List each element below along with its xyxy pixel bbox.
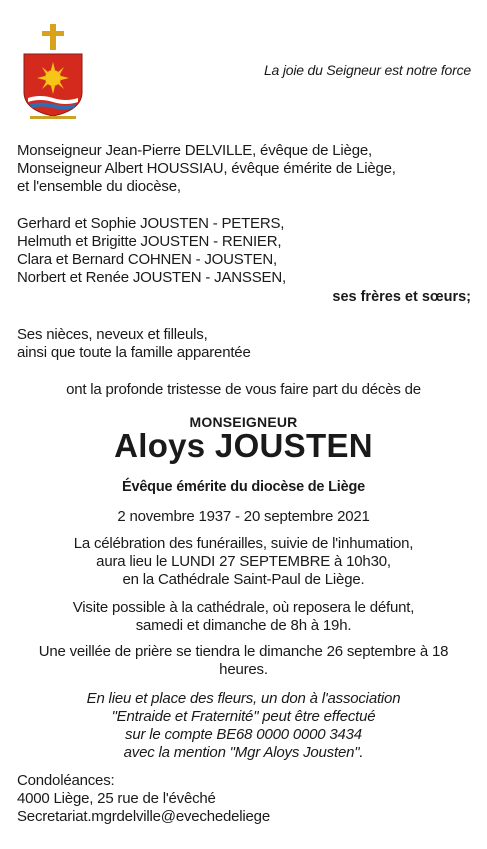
family-announcers [17, 215, 286, 287]
announcer-line: Monseigneur Jean-Pierre DELVILLE, évêque de Liège, [17, 142, 372, 159]
deceased-title: MONSEIGNEUR [189, 414, 298, 430]
funeral-details [0, 535, 487, 589]
deceased-name: Aloys JOUSTEN [114, 427, 373, 464]
condolences-email: Secretariat.mgrdelville@evechedeliege [17, 808, 270, 825]
family-line: Helmuth et Brigitte JOUSTEN - RENIER, [17, 233, 282, 250]
deceased-role: Évêque émérite du diocèse de Liège [121, 479, 365, 495]
relatives-line: ainsi que toute la famille apparentée [17, 344, 251, 361]
condolences-heading: Condoléances: [17, 772, 115, 789]
family-line: Gerhard et Sophie JOUSTEN - PETERS, [17, 215, 285, 232]
funeral-line: aura lieu le LUNDI 27 SEPTEMBRE à 10h30, [96, 553, 391, 570]
vigil-line: Une veillée de prière se tiendra le dimanche 26 septembre à 18 [38, 643, 449, 660]
deceased-dates: 2 novembre 1937 - 20 septembre 2021 [117, 508, 370, 525]
funeral-line: en la Cathédrale Saint-Paul de Liège. [122, 571, 365, 588]
relatives [17, 326, 251, 362]
clergy-announcers [17, 142, 396, 196]
donation-details [0, 690, 487, 762]
diocese-coat-of-arms-icon [18, 22, 88, 120]
family-relation: ses frères et sœurs; [332, 289, 471, 305]
family-line: Clara et Bernard COHNEN - JOUSTEN, [17, 251, 277, 268]
condolences-address: 4000 Liège, 25 rue de l'évêché [17, 790, 216, 807]
donation-line: En lieu et place des fleurs, un don à l'association [86, 690, 401, 707]
diocese-motto: La joie du Seigneur est notre force [263, 62, 471, 78]
condolences [17, 772, 270, 826]
visit-line: samedi et dimanche de 8h à 19h. [135, 617, 352, 634]
vigil-line: heures. [219, 661, 268, 678]
funeral-line: La célébration des funérailles, suivie de l'inhumation, [73, 535, 414, 552]
announcer-line: Monseigneur Albert HOUSSIAU, évêque émérite de Liège, [17, 160, 396, 177]
relatives-line: Ses nièces, neveux et filleuls, [17, 326, 208, 343]
vigil-details [0, 643, 487, 679]
announcement-text: ont la profonde tristesse de vous faire part du décès de [66, 381, 421, 398]
visit-line: Visite possible à la cathédrale, où reposera le défunt, [72, 599, 415, 616]
donation-line: "Entraide et Fraternité" peut être effectué [111, 708, 376, 725]
announcer-line: et l'ensemble du diocèse, [17, 178, 181, 195]
donation-line: sur le compte BE68 0000 0000 3434 [125, 726, 362, 743]
family-line: Norbert et Renée JOUSTEN - JANSSEN, [17, 269, 286, 286]
donation-line: avec la mention "Mgr Aloys Jousten". [123, 744, 364, 761]
visit-details [0, 599, 487, 635]
